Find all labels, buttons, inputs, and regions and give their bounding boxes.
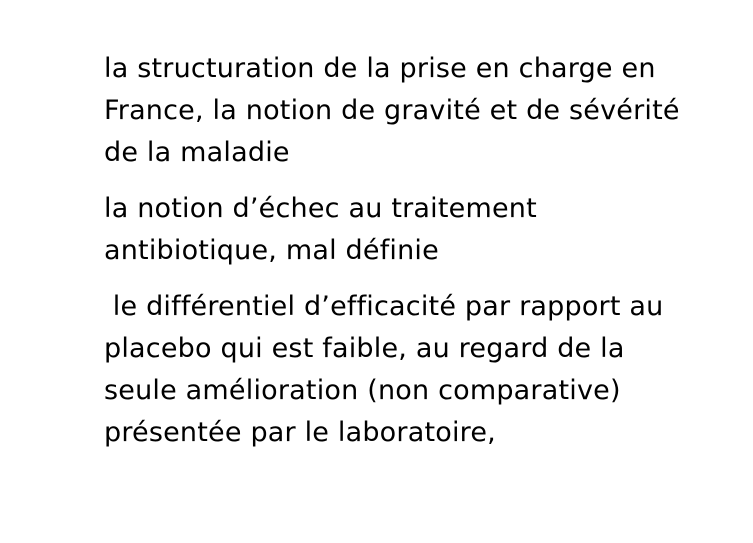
paragraph-1: la structuration de la prise en charge en France, la notion de gravité et de sévérité de la maladie (104, 53, 689, 168)
paragraph-3: le différentiel d’efficacité par rapport au placebo qui est faible, au regard de la seule amélioration (non comparative) présentée par le laboratoire, (104, 291, 673, 448)
slide-body-text (104, 48, 704, 454)
paragraph-2: la notion d’échec au traitement antibiotique, mal définie (104, 193, 546, 266)
